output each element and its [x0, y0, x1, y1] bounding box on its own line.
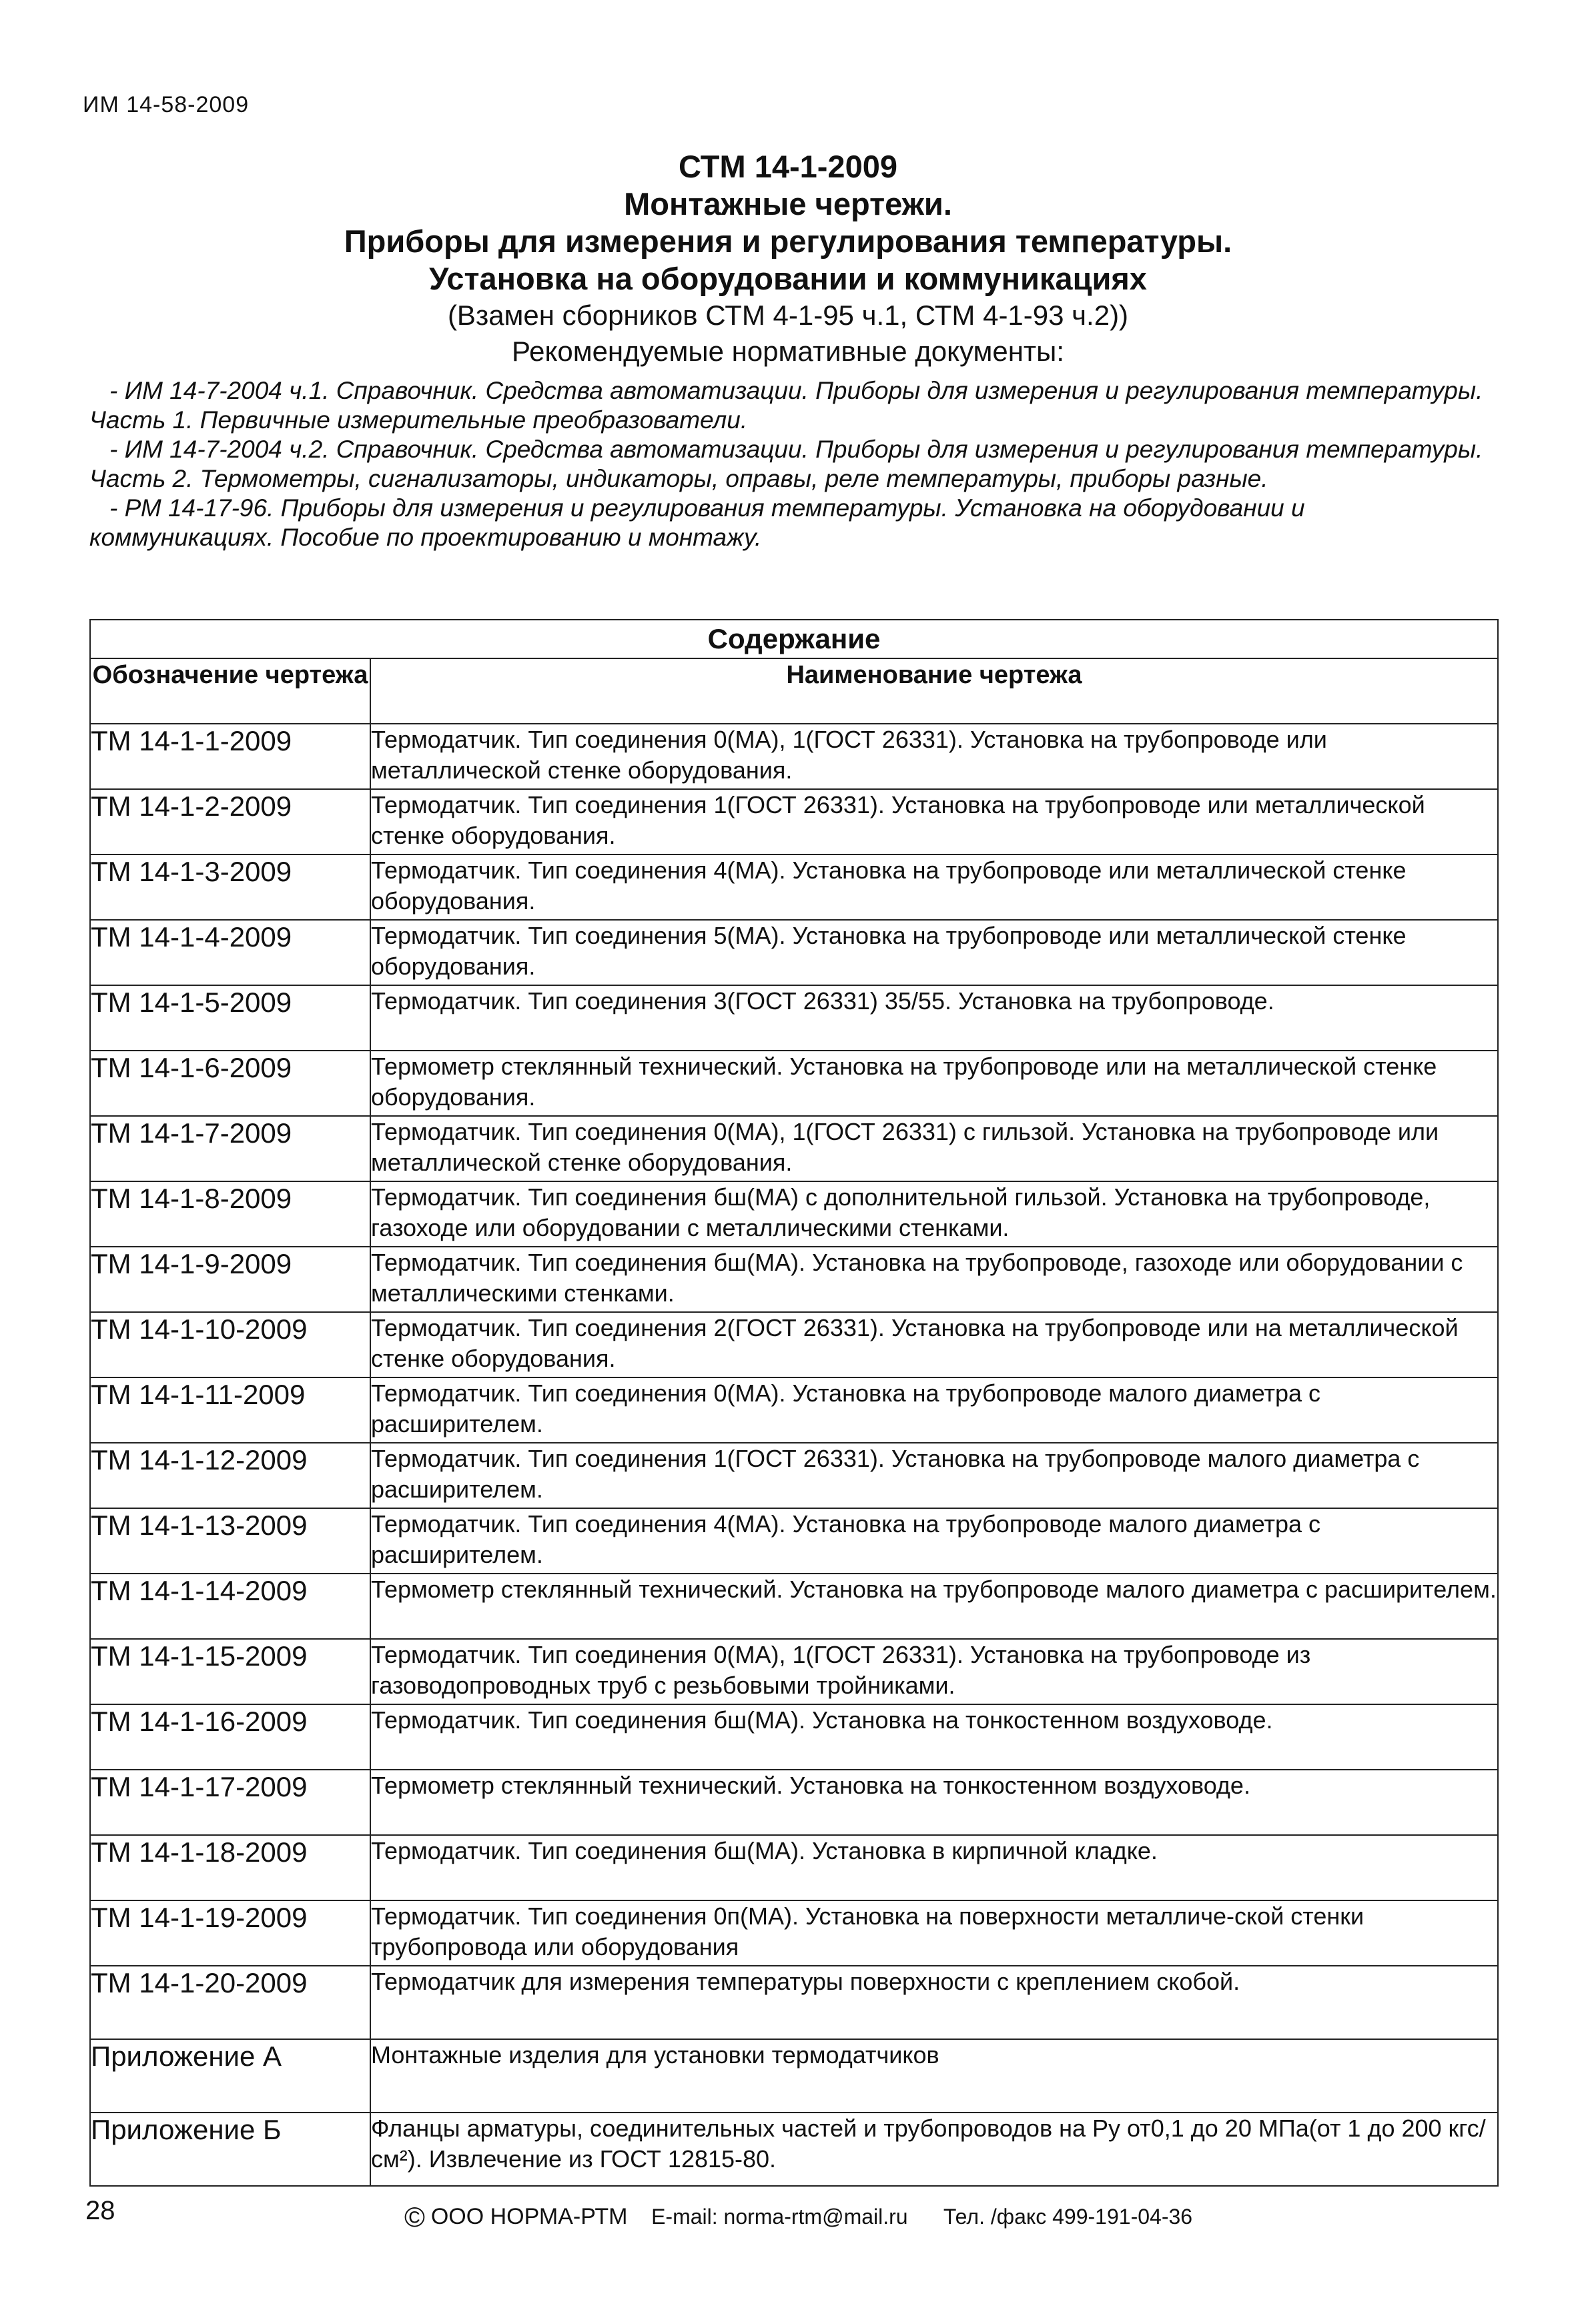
- drawing-code: ТМ 14-1-15-2009: [90, 1639, 370, 1704]
- table-row: [90, 985, 1498, 1051]
- table-row: [90, 1508, 1498, 1574]
- standard-number: СТМ 14-1-2009: [679, 149, 897, 184]
- reference-item: - ИМ 14-7-2004 ч.2. Справочник. Средства автоматизации. Приборы для измерения и регулирования температуры. Часть 2. Термометры, сигнализаторы, индикаторы, оправы, реле температуры, приборы разные.: [89, 436, 1483, 492]
- table-row: [90, 2039, 1498, 2113]
- table-row: [90, 1835, 1498, 1900]
- page-number: 28: [85, 2196, 115, 2225]
- table-row: [90, 1900, 1498, 1966]
- table-row: [90, 1574, 1498, 1639]
- drawing-code: ТМ 14-1-8-2009: [90, 1181, 370, 1247]
- table-row: [90, 1181, 1498, 1247]
- drawing-name: Термометр стеклянный технический. Установка на трубопроводе малого диаметра с расширителем.: [370, 1574, 1498, 1639]
- drawing-name: Термодатчик. Тип соединения бш(МА). Установка в кирпичной кладке.: [370, 1835, 1498, 1900]
- drawing-name: Термодатчик. Тип соединения 2(ГОСТ 26331). Установка на трубопроводе или на металлической стенке оборудования.: [370, 1312, 1498, 1377]
- column-header-name: Наименование чертежа: [370, 658, 1498, 724]
- contact-phone: Тел. /факс 499-191-04-36: [943, 2205, 1193, 2229]
- drawing-name: Монтажные изделия для установки термодатчиков: [370, 2039, 1498, 2113]
- table-row: [90, 1966, 1498, 2039]
- drawing-name: Термодатчик. Тип соединения 4(МА). Установка на трубопроводе малого диаметра с расширителем.: [370, 1508, 1498, 1574]
- document-code: ИМ 14-58-2009: [83, 92, 250, 117]
- drawing-name: Термодатчик для измерения температуры поверхности с креплением скобой.: [370, 1966, 1498, 2039]
- drawing-name: Термометр стеклянный технический. Установка на трубопроводе или на металлической стенке оборудования.: [370, 1051, 1498, 1116]
- table-row: [90, 1116, 1498, 1181]
- drawing-code: ТМ 14-1-14-2009: [90, 1574, 370, 1639]
- drawing-code: ТМ 14-1-20-2009: [90, 1966, 370, 2039]
- reference-list: [89, 376, 1496, 552]
- drawing-name: Термодатчик. Тип соединения 0(МА), 1(ГОСТ 26331) с гильзой. Установка на трубопроводе или металлической стенке оборудования.: [370, 1116, 1498, 1181]
- table-row: [90, 1770, 1498, 1835]
- table-row: [90, 1704, 1498, 1770]
- recommended-heading: Рекомендуемые нормативные документы:: [511, 336, 1065, 367]
- drawing-name: Термодатчик. Тип соединения 0(МА), 1(ГОСТ 26331). Установка на трубопроводе из газоводопроводных труб с резьбовыми тройниками.: [370, 1639, 1498, 1704]
- table-row: [90, 1247, 1498, 1312]
- replaces-note: (Взамен сборников СТМ 4-1-95 ч.1, СТМ 4-1-93 ч.2)): [447, 300, 1129, 331]
- contents-table: [89, 619, 1499, 2187]
- table-row: [90, 1312, 1498, 1377]
- table-row: [90, 2113, 1498, 2186]
- column-header-code: Обозначение чертежа: [90, 658, 370, 724]
- drawing-code: ТМ 14-1-13-2009: [90, 1508, 370, 1574]
- footer-credits: [404, 2201, 1192, 2233]
- drawing-name: Термодатчик. Тип соединения 1(ГОСТ 26331). Установка на трубопроводе или металлической стенке оборудования.: [370, 789, 1498, 854]
- drawing-code: ТМ 14-1-12-2009: [90, 1443, 370, 1508]
- drawing-name: Термодатчик. Тип соединения 0(МА). Установка на трубопроводе малого диаметра с расширителем.: [370, 1377, 1498, 1443]
- drawing-code: ТМ 14-1-5-2009: [90, 985, 370, 1051]
- table-row: [90, 1639, 1498, 1704]
- drawing-code: ТМ 14-1-7-2009: [90, 1116, 370, 1181]
- drawing-code: ТМ 14-1-19-2009: [90, 1900, 370, 1966]
- table-row: [90, 1377, 1498, 1443]
- title-block: [0, 148, 1576, 370]
- drawing-name: Термодатчик. Тип соединения 4(МА). Установка на трубопроводе или металлической стенке оборудования.: [370, 854, 1498, 920]
- drawing-name: Термометр стеклянный технический. Установка на тонкостенном воздуховоде.: [370, 1770, 1498, 1835]
- drawing-code: Приложение Б: [90, 2113, 370, 2186]
- title-line-3: Приборы для измерения и регулирования температуры.: [344, 223, 1232, 259]
- drawing-name: Термодатчик. Тип соединения бш(МА). Установка на трубопроводе, газоходе или оборудовании с металлическими стенками.: [370, 1247, 1498, 1312]
- table-row: [90, 789, 1498, 854]
- drawing-code: ТМ 14-1-16-2009: [90, 1704, 370, 1770]
- drawing-name: Термодатчик. Тип соединения 0(МА), 1(ГОСТ 26331). Установка на трубопроводе или металлической стенке оборудования.: [370, 724, 1498, 789]
- drawing-code: ТМ 14-1-17-2009: [90, 1770, 370, 1835]
- copyright-symbol: ©: [404, 2201, 425, 2233]
- reference-item: - ИМ 14-7-2004 ч.1. Справочник. Средства автоматизации. Приборы для измерения и регулирования температуры. Часть 1. Первичные измерительные преобразователи.: [89, 377, 1483, 434]
- contact-email: E-mail: norma-rtm@mail.ru: [651, 2205, 908, 2229]
- drawing-name: Фланцы арматуры, соединительных частей и трубопроводов на Ру от0,1 до 20 МПа(от 1 до 200 кгс/см²). Извлечение из ГОСТ 12815-80.: [370, 2113, 1498, 2186]
- drawing-name: Термодатчик. Тип соединения 5(МА). Установка на трубопроводе или металлической стенке оборудования.: [370, 920, 1498, 985]
- table-row: [90, 724, 1498, 789]
- title-line-2: Монтажные чертежи.: [624, 186, 952, 221]
- table-row: [90, 1443, 1498, 1508]
- table-row: [90, 920, 1498, 985]
- drawing-code: ТМ 14-1-3-2009: [90, 854, 370, 920]
- contents-caption: Содержание: [90, 620, 1498, 658]
- drawing-code: ТМ 14-1-1-2009: [90, 724, 370, 789]
- drawing-code: Приложение А: [90, 2039, 370, 2113]
- title-line-4: Установка на оборудовании и коммуникациях: [429, 261, 1147, 296]
- table-row: [90, 854, 1498, 920]
- drawing-code: ТМ 14-1-11-2009: [90, 1377, 370, 1443]
- drawing-name: Термодатчик. Тип соединения 1(ГОСТ 26331). Установка на трубопроводе малого диаметра с расширителем.: [370, 1443, 1498, 1508]
- drawing-name: Термодатчик. Тип соединения бш(МА). Установка на тонкостенном воздуховоде.: [370, 1704, 1498, 1770]
- drawing-name: Термодатчик. Тип соединения бш(МА) с дополнительной гильзой. Установка на трубопроводе, газоходе или оборудовании с металлическими стенками.: [370, 1181, 1498, 1247]
- organization-name: ООО НОРМА-РТМ: [430, 2204, 628, 2229]
- drawing-code: ТМ 14-1-2-2009: [90, 789, 370, 854]
- drawing-code: ТМ 14-1-4-2009: [90, 920, 370, 985]
- drawing-code: ТМ 14-1-6-2009: [90, 1051, 370, 1116]
- table-row: [90, 1051, 1498, 1116]
- drawing-code: ТМ 14-1-9-2009: [90, 1247, 370, 1312]
- drawing-code: ТМ 14-1-10-2009: [90, 1312, 370, 1377]
- drawing-name: Термодатчик. Тип соединения 3(ГОСТ 26331) 35/55. Установка на трубопроводе.: [370, 985, 1498, 1051]
- reference-item: - РМ 14-17-96. Приборы для измерения и регулирования температуры. Установка на оборудовании и коммуникациях. Пособие по проектированию и монтажу.: [89, 494, 1305, 551]
- drawing-name: Термодатчик. Тип соединения 0п(МА). Установка на поверхности металличе-ской стенки трубопровода или оборудования: [370, 1900, 1498, 1966]
- drawing-code: ТМ 14-1-18-2009: [90, 1835, 370, 1900]
